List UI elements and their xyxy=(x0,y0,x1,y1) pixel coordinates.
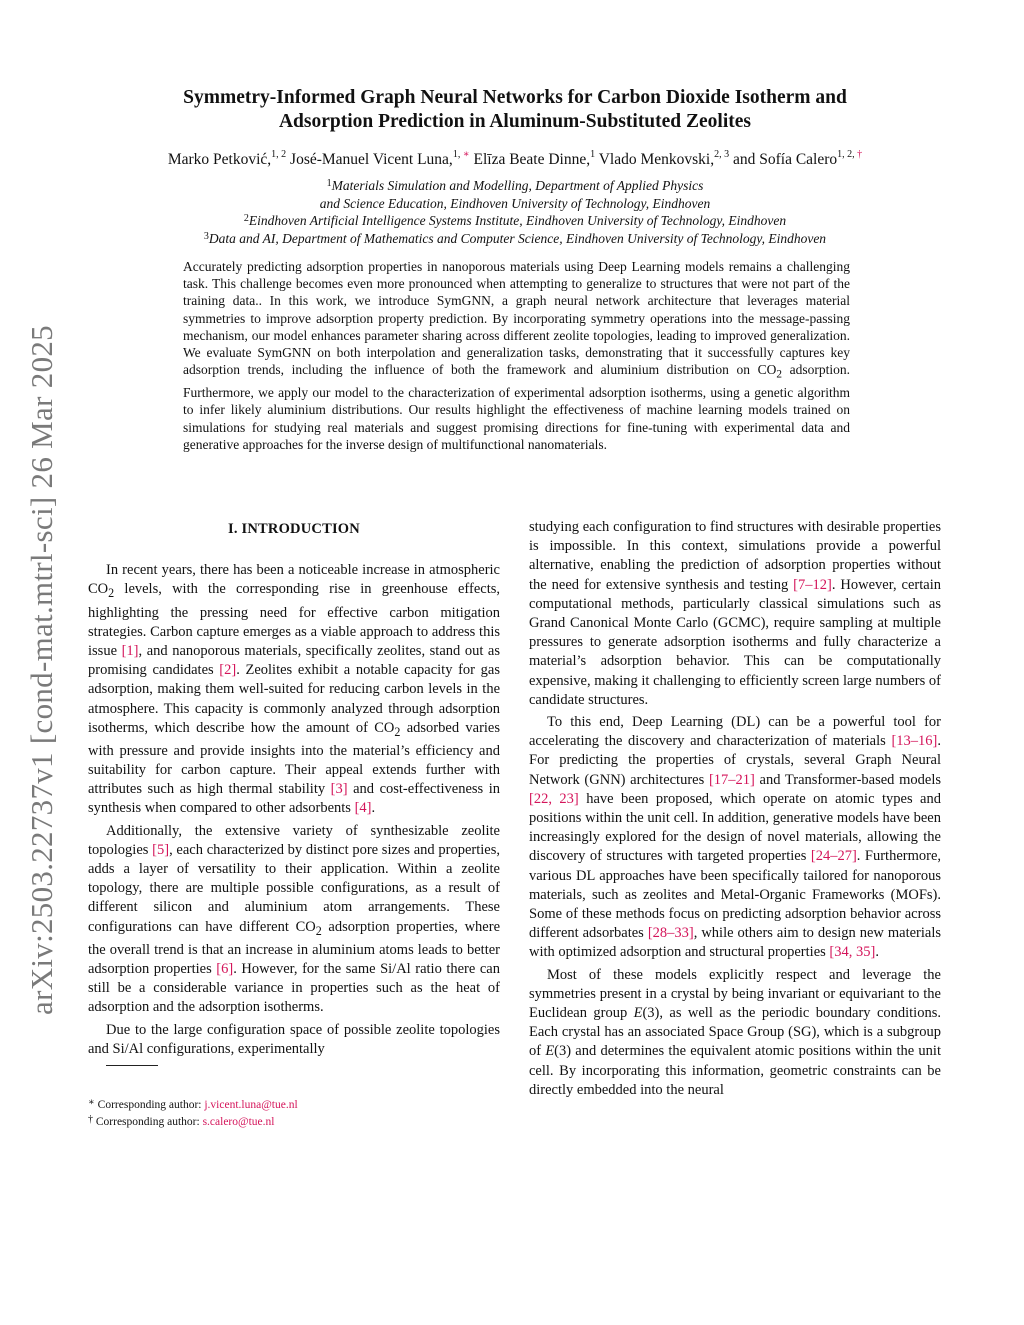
citation-link[interactable]: [4] xyxy=(354,800,372,817)
paragraph: In recent years, there has been a noticeable increase in atmospheric $CO_2$ levels, with the corresponding rise in greenhouse effects, highlighting the pressing need for effective carbon mitigation strategies. Carbon capture emerges as a viable approach to address this issue [1], and nanoporous materials, specifically zeolites, stand out as promising candidates [2]. Zeolites exhibit a notable capacity for gas adsorption, making them well-suited for reducing carbon levels in the atmosphere. This capacity is commonly analyzed through adsorption isotherms, which describe how the amount of $CO_2$ adsorbed varies with pressure and provide insights into the material’s efficiency and suitability for carbon capture. Their appeal extends further with attributes such as high thermal stability [3] and cost-effectiveness in synthesis when compared to other adsorbents [4]. xyxy=(88,562,500,817)
author-affil-sup: 1, 2, † xyxy=(837,149,863,160)
paper-title-line-1: Symmetry-Informed Graph Neural Networks for Carbon Dioxide Isotherm and xyxy=(183,87,847,108)
abstract: Accurately predicting adsorption properties in nanoporous materials using Deep Learning models remains a challenging task. This challenge becomes even more pronounced when attempting to generalize to structures that were not part of the training data.. In this work, we introduce SymGNN, a graph neural network architecture that leverages material symmetries to improve adsorption property prediction. By incorporating symmetry operations into the message-passing mechanism, our model enhances parameter sharing across different zeolite topologies, leading to improved generalization. We evaluate SymGNN on both interpolation and generalization tasks, demonstrating that it successfully captures key adsorption trends, including the influence of both the framework and aluminium distribution on $CO_2$ adsorption. Furthermore, we apply our model to the characterization of experimental adsorption isotherms, using a genetic algorithm to infer likely aluminium distributions. Our results highlight the effectiveness of machine learning models trained on simulations for studying real materials and suggest promising directions for fine-tuning with experimental data and generative approaches for the inverse design of multifunctional nanomaterials. xyxy=(183,259,850,452)
citation-link[interactable]: [34, 35] xyxy=(829,944,876,961)
paragraph: Most of these models explicitly respect and leverage the symmetries present in a crystal by being invariant or equivariant to the Euclidean group E(3), as well as the periodic boundary conditions. Each crystal has an associated Space Group (SG), which is a subgroup of E(3) and determines the equivalent atomic positions within the unit cell. By incorporating this information, geometric constraints can be directly embedded into the neural xyxy=(529,966,941,1098)
corresponding-mark-link[interactable]: ∗ xyxy=(462,149,470,160)
corresponding-mark-link[interactable]: † xyxy=(857,149,863,160)
paragraph: studying each configuration to find structures with desirable properties is impossible. In this context, simulations provide a powerful alternative, enabling the prediction of adsorption properties without the need for extensive synthesis and testing [7–12]. However, certain computational methods, particularly classical simulations such as Grand Canonical Monte Carlo (GCMC), require sampling at multiple pressures to generate adsorption isotherms and fully characterize a material’s adsorption behavior. This can be computationally expensive, making it challenging to efficiently screen large numbers of candidate structures. xyxy=(529,519,941,708)
citation-link[interactable]: [6] xyxy=(216,960,234,977)
footnote-2: † Corresponding author: s.calero@tue.nl xyxy=(88,1114,275,1129)
email-link[interactable]: j.vicent.luna@tue.nl xyxy=(204,1098,298,1111)
citation-link[interactable]: [5] xyxy=(152,841,170,858)
paragraph: Additionally, the extensive variety of synthesizable zeolite topologies [5], each characterized by distinct pore sizes and properties, adds a layer of versatility to their application. Within a zeolite topology, there are multiple possible configurations, as a result of different silicon and aluminium atom arrangements. These configurations can have different $CO_2$ adsorption properties, where the overall trend is that an increase in aluminium atoms leads to better adsorption properties [6]. However, for the same Si/Al ratio there can still be a considerable variance in properties such as the heat of adsorption and the adsorption isotherms. xyxy=(88,822,501,1016)
arxiv-identifier-stamp xyxy=(12,290,72,1050)
citation-link[interactable]: [13–16] xyxy=(891,733,938,750)
affiliation-1: $^1$Materials Simulation and Modelling, Department of Applied Physics and Science Education, Eindhoven University of Technology, Eindhoven xyxy=(319,178,711,211)
section-heading-introduction: I. INTRODUCTION xyxy=(228,521,360,537)
author-name: and Sofía Calero xyxy=(729,151,838,168)
citation-link[interactable]: [7–12] xyxy=(793,576,832,593)
author-affil-sup: 2, 3 xyxy=(714,149,730,160)
citation-link[interactable]: [22, 23] xyxy=(529,790,579,807)
citation-link[interactable]: [17–21] xyxy=(708,771,755,788)
author-name: Marko Petković, xyxy=(167,151,272,168)
author-affil-sup: 1 xyxy=(590,149,596,160)
citation-link[interactable]: [28–33] xyxy=(647,925,694,942)
citation-link[interactable]: [3] xyxy=(330,781,348,798)
paper-title-line-2: Adsorption Prediction in Aluminum-Substituted Zeolites xyxy=(278,111,752,132)
paragraph: To this end, Deep Learning (DL) can be a powerful tool for accelerating the discovery and characterization of materials [13–16]. For predicting the properties of crystals, several Graph Neural Network (GNN) architectures [17–21] and Transformer-based models [22, 23] have been proposed, which operate on atomic types and positions within the unit cell. In addition, generative models have been increasingly explored for the design of novel materials, allowing the discovery of structures with targeted properties [24–27]. Furthermore, various DL approaches have been specifically tailored for nanoporous materials, such as zeolites and Metal-Organic Frameworks (MOFs). Some of these methods focus on predicting adsorption behavior across different adsorbates [28–33], while others aim to design new materials with optimized adsorption and structural properties [34, 35]. xyxy=(529,714,942,961)
citation-link[interactable]: [24–27] xyxy=(810,848,857,865)
author-name: Elīza Beate Dinne, xyxy=(469,151,591,168)
author-affil-sup: 1, ∗ xyxy=(452,149,470,160)
author-list xyxy=(60,151,970,169)
footnote-1: ∗ Corresponding author: j.vicent.luna@tue.nl xyxy=(88,1096,298,1111)
email-link[interactable]: s.calero@tue.nl xyxy=(202,1116,275,1129)
author-affil-sup: 1, 2 xyxy=(271,149,287,160)
affiliation-2: $^2$Eindhoven Artificial Intelligence Systems Institute, Eindhoven University of Technology, Eindhoven xyxy=(243,213,787,228)
citation-link[interactable]: [1] xyxy=(121,642,139,659)
affiliation-3: $^3$Data and AI, Department of Mathematics and Computer Science, Eindhoven University of Technology, Eindhoven xyxy=(203,231,827,246)
author-name: José-Manuel Vicent Luna, xyxy=(286,151,453,168)
footnote-divider xyxy=(106,1065,158,1066)
author-name: Vlado Menkovski, xyxy=(595,151,715,168)
right-column xyxy=(529,518,941,1103)
citation-link[interactable]: [2] xyxy=(219,662,237,679)
arxiv-stamp-text: arXiv:2503.22737v1 [cond-mat.mtrl-sci] 26 Mar 2025 xyxy=(24,325,59,1015)
left-column xyxy=(88,518,500,1133)
paragraph: Due to the large configuration space of possible zeolite topologies and Si/Al configurations, experimentally xyxy=(88,1021,500,1057)
